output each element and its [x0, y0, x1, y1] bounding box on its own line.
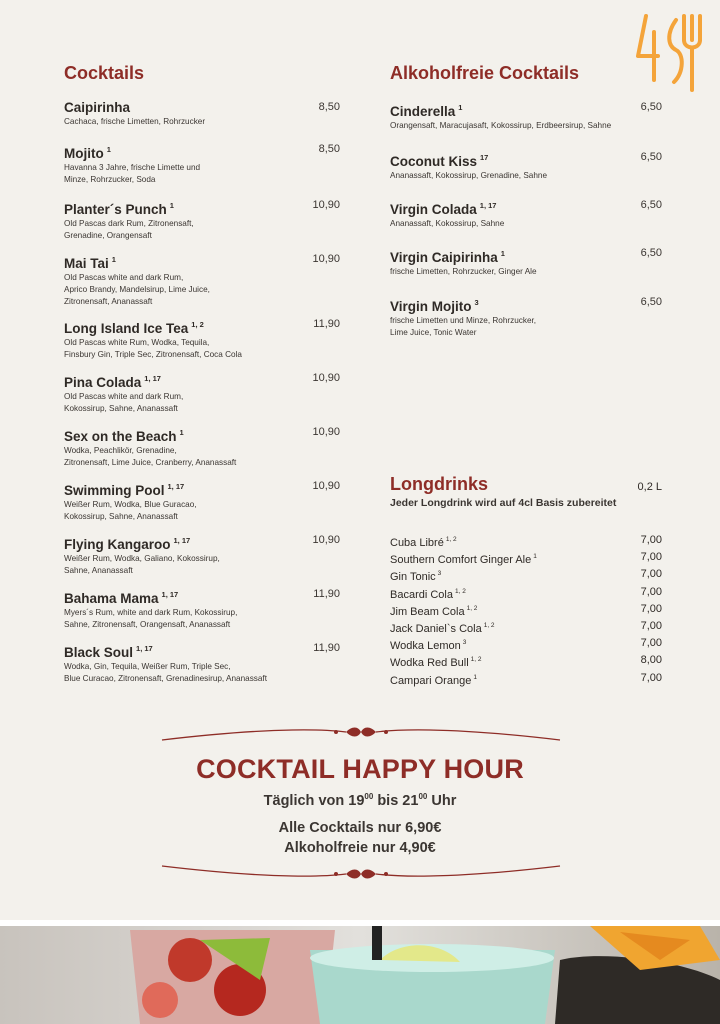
menu-item-description: Orangensaft, Maracujasaft, Kokossirup, Erdbeersirup, Sahne — [390, 121, 612, 130]
menu-item-name — [64, 198, 344, 218]
menu-item-description: Ananassaft, Kokossirup, Sahne — [390, 219, 505, 228]
menu-item-price: 10,90 — [312, 253, 340, 265]
item-name-text: Caipirinha — [64, 100, 131, 115]
menu-item-price: 8,50 — [318, 101, 340, 113]
allergen-note: 1 — [500, 249, 505, 258]
menu-item-price: 11,90 — [313, 642, 340, 654]
cocktail-photo — [0, 920, 720, 1024]
time-suffix: Uhr — [427, 793, 457, 809]
menu-item-description: Cachaca, frische Limetten, Rohrzucker — [64, 117, 206, 126]
allergen-note: 1, 2 — [466, 604, 478, 612]
item-name-text: Black Soul — [64, 645, 134, 660]
menu-item — [64, 425, 344, 469]
menu-item-description: Havanna 3 Jahre, frische Limette und Minze, Rohrzucker, Soda — [64, 163, 201, 184]
menu-item-description: frische Limetten, Rohrzucker, Ginger Ale — [390, 267, 537, 276]
longdrink-price: 7,00 — [640, 568, 662, 581]
menu-item — [64, 142, 344, 186]
allergen-note: 1, 2 — [483, 621, 495, 629]
longdrink-price: 7,00 — [640, 551, 662, 564]
menu-item-description: Wodka, Gin, Tequila, Weißer Rum, Triple Sec, Blue Curacao, Zitronensaft, Grenadinesirup, Ananassaft — [64, 662, 267, 683]
alcohol-free-title: Alkoholfreie Cocktails — [390, 63, 580, 83]
allergen-note: 3 — [462, 639, 467, 647]
allergen-note: 1, 17 — [173, 536, 191, 545]
item-name-text: Long Island Ice Tea — [64, 321, 189, 336]
item-name-text: Sex on the Beach — [64, 429, 177, 444]
menu-item-description: Old Pascas white and dark Rum, Kokossirup, Sahne, Ananassaft — [64, 392, 184, 413]
allergen-note: 1, 2 — [454, 587, 466, 595]
menu-item-price: 10,90 — [312, 534, 340, 546]
menu-item — [64, 641, 344, 685]
allergen-note: 3 — [437, 570, 442, 578]
menu-item — [64, 587, 344, 631]
menu-item-description: Weißer Rum, Wodka, Blue Guracao, Kokossirup, Sahne, Ananassaft — [64, 500, 197, 521]
menu-item-name — [64, 252, 344, 272]
menu-item-price: 10,90 — [312, 372, 340, 384]
menu-item-price: 10,90 — [312, 426, 340, 438]
menu-item-price: 10,90 — [312, 199, 340, 211]
menu-item-name — [64, 641, 344, 661]
happy-hour-offer-cocktails: Alle Cocktails nur 6,90€ — [278, 820, 442, 836]
longdrink-row — [390, 635, 662, 652]
longdrink-name: Cuba Libré — [390, 537, 444, 549]
menu-item-name — [64, 317, 344, 337]
longdrinks-subtitle: Jeder Longdrink wird auf 4cl Basis zubereitet — [390, 497, 617, 509]
longdrink-row — [390, 532, 662, 549]
menu-item — [64, 479, 344, 523]
allergen-note: 1 — [533, 553, 537, 561]
cocktails-title: Cocktails — [64, 63, 145, 83]
menu-item-description: Old Pascas white Rum, Wodka, Tequila, Finsbury Gin, Triple Sec, Zitronensaft, Coca Cola — [64, 338, 242, 359]
happy-hour-title: COCKTAIL HAPPY HOUR — [196, 754, 524, 784]
item-name-text: Planter´s Punch — [64, 202, 167, 217]
time-sup-end: 00 — [418, 792, 428, 801]
menu-item-price: 10,90 — [312, 480, 340, 492]
allergen-note: 1 — [473, 673, 477, 681]
longdrink-name: Wodka Lemon — [390, 640, 461, 653]
scroll-ornament — [160, 864, 562, 884]
allergen-note: 1, 2 — [191, 320, 204, 329]
item-name-text: Virgin Mojito — [390, 299, 472, 314]
menu-item — [390, 295, 662, 339]
longdrink-price: 8,00 — [640, 654, 662, 667]
longdrink-name: Campari Orange — [390, 674, 472, 687]
time-sup-start: 00 — [364, 792, 374, 801]
longdrink-row — [390, 652, 662, 669]
scroll-ornament — [160, 722, 562, 742]
menu-item — [64, 317, 344, 361]
item-name-text: Mai Tai — [64, 256, 109, 271]
longdrink-name: Gin Tonic — [390, 571, 436, 584]
allergen-note: 1, 2 — [445, 536, 457, 543]
time-mid: bis 21 — [373, 793, 419, 809]
longdrink-row — [390, 670, 662, 687]
menu-item-name — [64, 142, 344, 162]
menu-item — [64, 252, 344, 308]
item-name-text: Bahama Mama — [64, 591, 159, 606]
happy-hour-time — [0, 792, 720, 809]
allergen-note: 17 — [480, 153, 489, 162]
allergen-note: 1, 17 — [136, 644, 153, 653]
longdrinks-list — [390, 532, 662, 687]
allergen-note: 1, 17 — [479, 201, 497, 210]
allergen-note: 3 — [474, 298, 479, 307]
menu-item — [64, 533, 344, 577]
menu-item — [64, 198, 344, 242]
menu-item-name — [390, 246, 662, 266]
longdrink-row — [390, 549, 662, 566]
item-name-text: Virgin Caipirinha — [390, 250, 498, 265]
longdrink-row — [390, 618, 662, 635]
menu-item-price: 6,50 — [640, 101, 662, 113]
menu-item-description: Myers´s Rum, white and dark Rum, Kokossirup, Sahne, Zitronensaft, Orangensaft, Ananassaft — [64, 608, 238, 629]
item-name-text: Mojito — [64, 146, 104, 161]
allergen-note: 1 — [106, 145, 111, 154]
allergen-note: 1, 17 — [144, 374, 161, 383]
menu-item — [390, 246, 662, 278]
longdrinks-size: 0,2 L — [637, 481, 662, 493]
longdrinks-header — [390, 473, 662, 509]
allergen-note: 1 — [169, 201, 174, 210]
item-name-text: Swimming Pool — [64, 483, 165, 498]
longdrink-name: Southern Comfort Ginger Ale — [390, 554, 532, 567]
allergen-note: 1 — [179, 428, 184, 437]
menu-item-price: 11,90 — [313, 318, 340, 330]
menu-item-name — [390, 198, 662, 218]
longdrink-row — [390, 566, 662, 583]
fork-logo-icon — [632, 10, 704, 96]
longdrink-price: 7,00 — [640, 637, 662, 650]
item-name-text: Coconut Kiss — [390, 154, 478, 169]
menu-item — [390, 198, 662, 230]
allergen-note: 1 — [458, 103, 463, 112]
menu-item-description: Ananassaft, Kokossirup, Grenadine, Sahne — [390, 171, 548, 180]
longdrink-price: 7,00 — [640, 602, 662, 615]
longdrink-row — [390, 584, 662, 601]
longdrink-name: Jack Daniel`s Cola — [390, 622, 482, 635]
allergen-note: 1, 17 — [161, 590, 179, 599]
menu-item-name — [64, 533, 344, 553]
menu-item-price: 6,50 — [640, 151, 662, 163]
menu-item-name — [390, 295, 662, 315]
allergen-note: 1, 17 — [167, 482, 185, 491]
menu-item-name — [64, 425, 344, 445]
menu-item — [64, 371, 344, 415]
longdrink-name: Bacardi Cola — [390, 588, 453, 601]
menu-item-description: Weißer Rum, Wodka, Galiano, Kokossirup, Sahne, Ananassaft — [64, 554, 220, 575]
menu-item-description: Old Pascas dark Rum, Zitronensaft, Grenadine, Orangensaft — [64, 219, 194, 240]
longdrink-row — [390, 601, 662, 618]
menu-item-name — [64, 479, 344, 499]
menu-item-name — [390, 150, 662, 170]
item-name-text: Pina Colada — [64, 375, 142, 390]
item-name-text: Cinderella — [390, 104, 456, 119]
menu-item-price: 8,50 — [318, 143, 340, 155]
longdrink-price: 7,00 — [640, 619, 662, 632]
longdrink-price: 7,00 — [640, 585, 662, 598]
menu-item-price: 6,50 — [640, 199, 662, 211]
item-name-text: Flying Kangaroo — [64, 537, 171, 552]
longdrink-name: Jim Beam Cola — [390, 605, 465, 618]
menu-item — [390, 100, 662, 132]
longdrink-price: 7,00 — [640, 534, 662, 546]
happy-hour-offer-alcohol-free: Alkoholfreie nur 4,90€ — [284, 840, 436, 856]
allergen-note: 1, 2 — [470, 656, 482, 664]
menu-item-price: 6,50 — [640, 296, 662, 308]
menu-item-price: 6,50 — [640, 247, 662, 259]
longdrinks-title: Longdrinks — [390, 474, 488, 494]
menu-item — [390, 150, 662, 182]
menu-item-name — [64, 587, 344, 607]
time-prefix: Täglich von 19 — [263, 793, 365, 809]
menu-item — [64, 100, 344, 128]
menu-item-name — [64, 371, 344, 391]
menu-item-description: Old Pascas white and dark Rum, Aprico Brandy, Mandelsirup, Lime Juice, Zitronensaft, Ananassaft — [64, 273, 210, 306]
allergen-note: 1 — [111, 255, 116, 264]
longdrink-price: 7,00 — [640, 671, 662, 684]
longdrink-name: Wodka Red Bull — [390, 657, 469, 670]
menu-item-description: Wodka, Peachlikör, Grenadine, Zitronensaft, Lime Juice, Cranberry, Ananassaft — [64, 446, 237, 467]
menu-item-name — [64, 100, 344, 116]
menu-item-price: 11,90 — [313, 588, 340, 600]
item-name-text: Virgin Colada — [390, 202, 477, 217]
menu-item-description: frische Limetten und Minze, Rohrzucker, Lime Juice, Tonic Water — [390, 316, 537, 337]
menu-item-name — [390, 100, 662, 120]
